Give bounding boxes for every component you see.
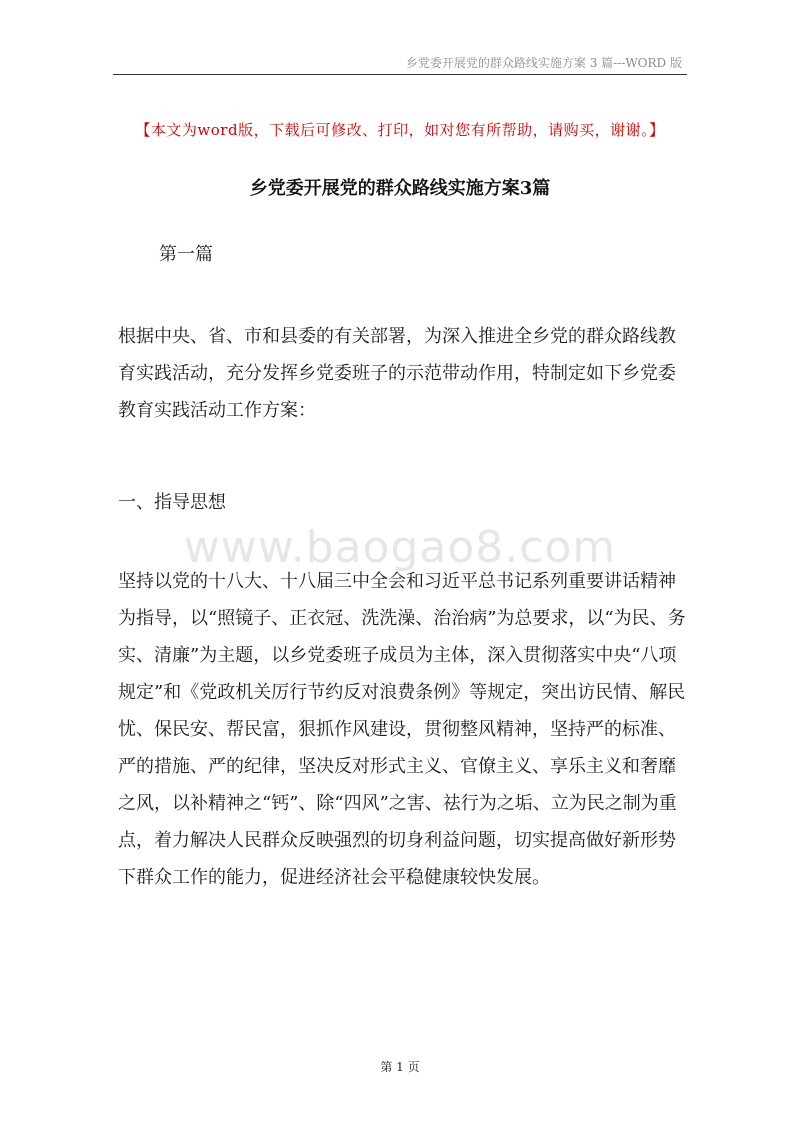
document-title: 乡党委开展党的群众路线实施方案3篇 (249, 178, 551, 199)
section-heading-guiding-ideology: 一、指导思想 (118, 492, 226, 513)
watermark-text: www.baogao8.com (183, 522, 617, 573)
body-paragraph: 坚持以党的十八大、十八届三中全会和习近平总书记系列重要讲话精神为指导，以“照镜子、正衣冠、洗洗澡、治治病”为总要求，以“为民、务实、清廉”为主题，以乡党委班子成员为主体，深入贯彻落实中央“八项规定”和《党政机关厉行节约反对浪费条例》等规定，突出访民情、解民忧、保民安、帮民富，狠抓作风建设，贯彻整风精神，坚持严的标准、严的措施、严的纪律，坚决反对形式主义、官僚主义、享乐主义和奢靡之风，以补精神之“钙”、除“四风”之害、祛行为之垢、立为民之制为重点，着力解决人民群众反映强烈的切身利益问题，切实提高做好新形势下群众工作的能力，促进经济社会平稳健康较快发展。 (118, 571, 686, 888)
section-label: 第一篇 (159, 244, 213, 265)
page-number: 第 1 页 (380, 1060, 420, 1074)
running-header: 乡党委开展党的群众路线实施方案 3 篇---WORD 版 (405, 56, 682, 70)
purchase-notice: 【本文为word版，下载后可修改、打印，如对您有所帮助，请购买，谢谢。】 (135, 121, 665, 139)
header-divider (113, 74, 687, 75)
intro-paragraph: 根据中央、省、市和县委的有关部署，为深入推进全乡党的群众路线教育实践活动，充分发挥乡党委班子的示范带动作用，特制定如下乡党委教育实践活动工作方案： (118, 326, 676, 421)
